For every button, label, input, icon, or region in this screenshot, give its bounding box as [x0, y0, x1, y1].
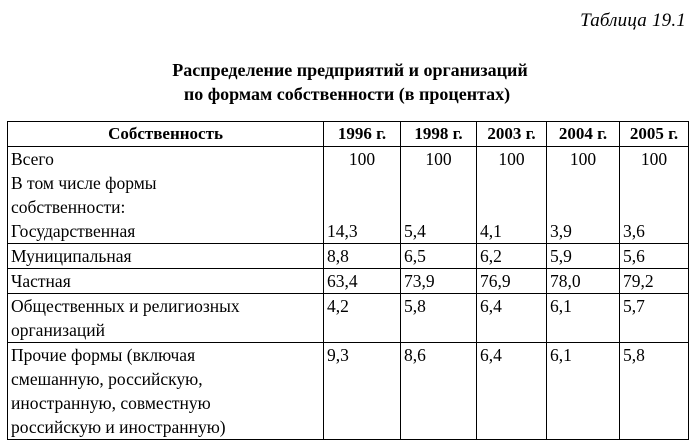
cell-public-2004: 6,1: [547, 294, 620, 343]
cell-total-2003: 100: [477, 147, 547, 172]
table-row-public: [8, 294, 689, 343]
cell-state-1998: 5,4: [401, 219, 477, 244]
cell-municipal-2004: 5,9: [547, 244, 620, 269]
row-label-public: [8, 294, 324, 343]
cell-other-2005: 5,8: [620, 343, 689, 440]
table-row-private: [8, 269, 689, 294]
cell-public-2003: 6,4: [477, 294, 547, 343]
header-1998: 1998 г.: [401, 122, 477, 147]
cell-public-1996: 4,2: [324, 294, 401, 343]
cell-total-1996: 100: [324, 147, 401, 172]
table-row-including-1: [8, 171, 689, 195]
cell-private-2004: 78,0: [547, 269, 620, 294]
cell-municipal-2003: 6,2: [477, 244, 547, 269]
row-label-including-line-2: собственности:: [8, 195, 324, 219]
table-row-including-2: [8, 195, 689, 219]
cell-private-1998: 73,9: [401, 269, 477, 294]
row-label-other-line-3: иностранную, совместную: [11, 393, 211, 413]
row-label-public-line-2: организаций: [11, 320, 105, 340]
cell-municipal-1996: 8,8: [324, 244, 401, 269]
table-row-state: [8, 219, 689, 244]
table-row-total: [8, 147, 689, 172]
cell-total-2005: 100: [620, 147, 689, 172]
row-label-other: [8, 343, 324, 440]
header-2004: 2004 г.: [547, 122, 620, 147]
row-label-including-line-1: В том числе формы: [8, 171, 324, 195]
row-label-private: Частная: [8, 269, 324, 294]
cell-total-1998: 100: [401, 147, 477, 172]
header-ownership: Собственность: [8, 122, 324, 147]
cell-state-2004: 3,9: [547, 219, 620, 244]
row-label-state: Государственная: [8, 219, 324, 244]
row-label-other-line-2: смешанную, российскую,: [11, 369, 203, 389]
row-label-municipal: Муниципальная: [8, 244, 324, 269]
cell-private-2003: 76,9: [477, 269, 547, 294]
row-label-total: Всего: [8, 147, 324, 172]
table-row-other: [8, 343, 689, 440]
row-label-public-line-1: Общественных и религиозных: [11, 296, 240, 316]
header-1996: 1996 г.: [324, 122, 401, 147]
table-number-label: Таблица 19.1: [580, 10, 686, 31]
cell-state-1996: 14,3: [324, 219, 401, 244]
cell-private-1996: 63,4: [324, 269, 401, 294]
table-title-line-1: Распределение предприятий и организаций: [172, 60, 528, 80]
header-2003: 2003 г.: [477, 122, 547, 147]
cell-other-1998: 8,6: [401, 343, 477, 440]
cell-state-2003: 4,1: [477, 219, 547, 244]
table-header-row: [8, 122, 689, 147]
cell-state-2005: 3,6: [620, 219, 689, 244]
row-label-other-line-4: российскую и иностранную): [11, 417, 226, 437]
row-label-other-line-1: Прочие формы (включая: [11, 345, 196, 365]
cell-municipal-2005: 5,6: [620, 244, 689, 269]
cell-other-2003: 6,4: [477, 343, 547, 440]
table-row-municipal: [8, 244, 689, 269]
cell-municipal-1998: 6,5: [401, 244, 477, 269]
cell-other-1996: 9,3: [324, 343, 401, 440]
cell-public-2005: 5,7: [620, 294, 689, 343]
cell-public-1998: 5,8: [401, 294, 477, 343]
cell-private-2005: 79,2: [620, 269, 689, 294]
ownership-distribution-table: [7, 121, 689, 440]
table-title-line-2: по формам собственности (в процентах): [183, 84, 511, 104]
cell-other-2004: 6,1: [547, 343, 620, 440]
cell-total-2004: 100: [547, 147, 620, 172]
header-2005: 2005 г.: [620, 122, 689, 147]
